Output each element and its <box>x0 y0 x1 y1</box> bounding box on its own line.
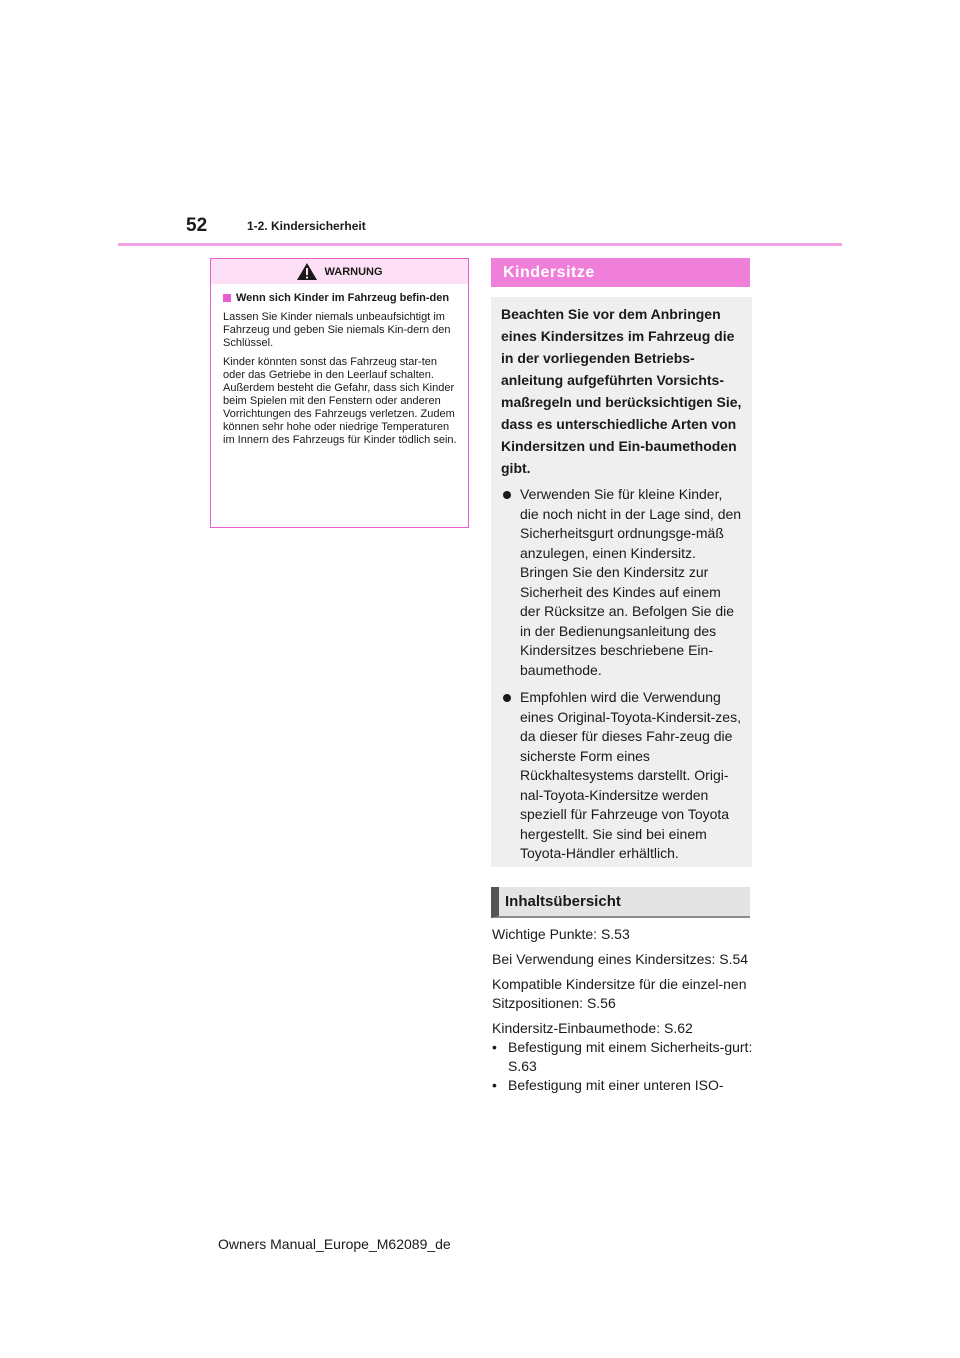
toc-sub-bullet: • <box>492 1039 497 1055</box>
toc-link[interactable]: Wichtige Punkte: S.53 <box>492 926 630 942</box>
list-item <box>501 688 744 864</box>
list-item-text: Verwenden Sie für kleine Kinder, die noch nicht in der Lage sind, den Sicherheitsgurt ordnungsge-mäß anzulegen, einen Kindersitz. Bringen Sie den Kindersitz zur Sicherheit des Kindes auf einem der Rücksitze an. Befolgen Sie die in der Bedienungsanleitung des Kindersitzes beschriebene Ein-baumethode. <box>520 486 742 678</box>
toc-title: Inhaltsübersicht <box>491 887 750 918</box>
kindersitze-info-box <box>491 297 752 867</box>
toc-link[interactable]: Kompatible Kindersitze für die einzel-nen Sitzpositionen: S.56 <box>492 976 747 1011</box>
square-bullet-icon <box>223 294 231 302</box>
list-item-text: Empfohlen wird die Verwendung eines Original-Toyota-Kindersit-zes, da dieser für dieses Fahr-zeug die sicherste Form eines Rückhaltesystems darstellt. Origi-nal-Toyota-Kindersitze werden speziell für Fahrzeuge von Toyota hergestellt. Sie sind bei einem Toyota-Händler erhältlich. <box>520 689 741 861</box>
warning-heading-text: Wenn sich Kinder im Fahrzeug befin-den <box>236 292 450 304</box>
header-rule <box>118 243 842 246</box>
bullet-dot-icon <box>503 694 511 702</box>
warning-paragraph: Lassen Sie Kinder niemals unbeaufsichtigt im Fahrzeug und geben Sie niemals Kin-dern den Schlüssel. <box>223 311 451 349</box>
warning-title: WARNUNG <box>324 265 383 278</box>
toc-subitem-text: Befestigung mit einer unteren ISO- <box>508 1077 724 1093</box>
toc-subitem[interactable] <box>492 1076 754 1095</box>
page-number: 52 <box>186 215 208 236</box>
warning-triangle-icon <box>296 262 318 281</box>
warning-paragraph: Kinder könnten sonst das Fahrzeug star-ten oder das Getriebe in den Leerlauf schalten. Außerdem besteht die Gefahr, dass sich Kinder beim Spielen mit den Fenstern oder anderen Vorrichtungen des Fahrzeugs verletzen. Zudem können sehr hohe oder niedrige Temperaturen im Innern des Fahrzeugs für Kinder tödlich sein. <box>223 356 457 446</box>
warning-heading <box>223 292 458 305</box>
toc-sub-bullet: • <box>492 1077 497 1093</box>
footer-text: Owners Manual_Europe_M62089_de <box>218 1236 451 1252</box>
toc-subitem[interactable] <box>492 1038 754 1076</box>
kindersitze-intro: Beachten Sie vor dem Anbringen eines Kindersitzes im Fahrzeug die in der vorliegenden Betriebs-anleitung aufgeführten Vorsichts-maßregeln und berücksichtigen Sie, dass es unterschiedliche Arten von Kindersitzen und Ein-baumethoden gibt. <box>501 306 742 476</box>
toc-link[interactable]: Bei Verwendung eines Kindersitzes: S.54 <box>492 951 749 967</box>
warning-body <box>211 284 468 447</box>
warning-box <box>210 258 469 528</box>
list-item <box>501 485 744 680</box>
kindersitze-section-title: Kindersitze <box>491 258 750 287</box>
toc-link[interactable]: Kindersitz-Einbaumethode: S.62 <box>492 1020 693 1036</box>
toc-group <box>492 1019 754 1095</box>
warning-header <box>211 259 468 284</box>
toc-subitem-text: Befestigung mit einem Sicherheits-gurt: S.63 <box>508 1039 753 1074</box>
section-title: 1-2. Kindersicherheit <box>247 219 366 233</box>
toc-list <box>492 925 754 1095</box>
bullet-dot-icon <box>503 491 511 499</box>
